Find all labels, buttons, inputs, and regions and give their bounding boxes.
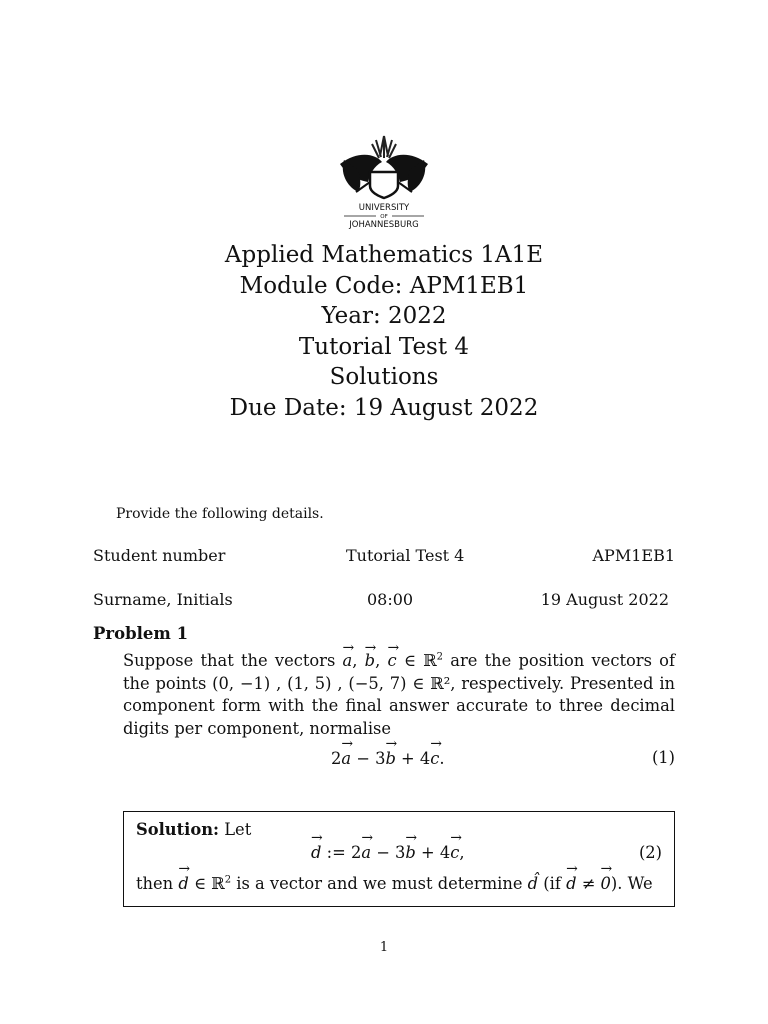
- document-kind: Solutions: [329, 364, 439, 390]
- equation-1: 2→ a − 3→ b + 4→ c.: [331, 745, 445, 768]
- time-detail: 08:00: [367, 590, 414, 609]
- university-logo: [318, 130, 450, 232]
- equation-2-number: (2): [638, 843, 662, 862]
- course-title: Applied Mathematics 1A1E: [224, 242, 544, 268]
- surname-initials-label: Surname, Initials: [93, 590, 233, 609]
- solution-box: [123, 811, 675, 907]
- test-name: Tutorial Test 4: [298, 333, 470, 360]
- problem-heading: Problem 1: [93, 624, 189, 643]
- year: Year: 2022: [321, 303, 447, 329]
- module-code: Module Code: APM1EB1: [239, 272, 529, 299]
- svg-text:OF: OF: [380, 214, 388, 220]
- module-code-detail: APM1EB1: [592, 546, 675, 565]
- student-number-label: Student number: [93, 546, 226, 565]
- svg-text:UNIVERSITY: UNIVERSITY: [358, 203, 410, 213]
- problem-1: [93, 624, 676, 768]
- svg-text:JOHANNESBURG: JOHANNESBURG: [349, 220, 419, 230]
- university-crest-icon: [318, 130, 450, 232]
- test-name-detail: Tutorial Test 4: [346, 546, 465, 565]
- page-number: 1: [379, 940, 389, 955]
- solution-label: Solution:: [136, 820, 220, 839]
- title-block: [0, 240, 768, 423]
- due-date: Due Date: 19 August 2022: [229, 394, 539, 421]
- solution-lead: Solution: Let: [136, 820, 252, 839]
- equation-1-number: (1): [651, 748, 675, 767]
- solution-continuation: then → d ∈ ℝ$^2$ is a vector and we must determine d̂ (if → d ≠ → 0). We: [136, 870, 653, 893]
- equation-2: → d := 2→ a − 3→ b + 4→ c,: [311, 839, 465, 862]
- instruction-text: Provide the following details.: [116, 506, 324, 522]
- date-detail: 19 August 2022: [540, 590, 669, 609]
- problem-statement: Suppose that the vectors → a, → b, → c ∈ ℝ$^2$ are the position vectors of the points (0, −1) , (1, 5) , (−5, 7) ∈ ℝ², respectively. Presented in component form with the final answer accurate to three decimal digits per component, normalise: [123, 646, 675, 740]
